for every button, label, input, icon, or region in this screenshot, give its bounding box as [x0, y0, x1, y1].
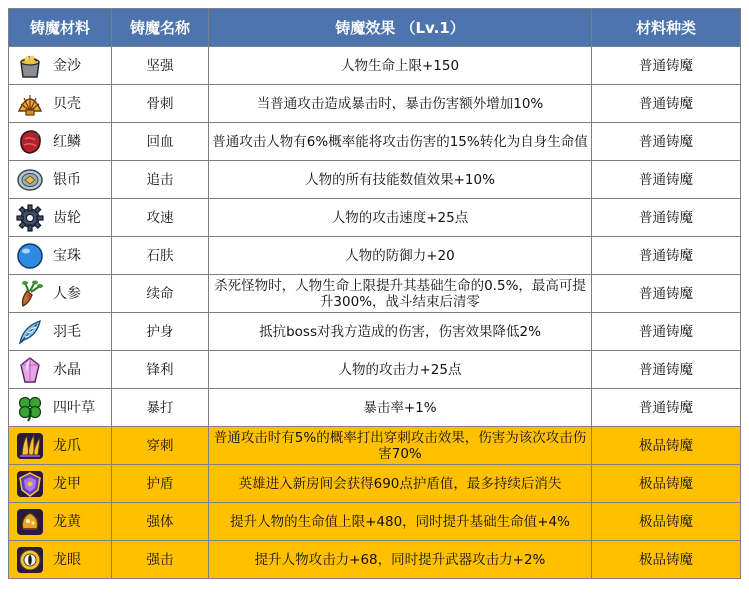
- table-row: [9, 503, 741, 541]
- material-kind: 极品铸魔: [592, 427, 741, 465]
- header-row: [9, 9, 741, 47]
- material-kind: 极品铸魔: [592, 465, 741, 503]
- material-kind: 普通铸魔: [592, 85, 741, 123]
- enchant-effect: 提升人物的生命值上限+480，同时提升基础生命值+4%: [209, 503, 592, 541]
- material-cell: [9, 237, 112, 275]
- material-name: 龙黄: [53, 513, 81, 530]
- enchant-table: [8, 8, 741, 579]
- gear-icon: [15, 203, 45, 233]
- material-cell: [9, 161, 112, 199]
- material-cell: [9, 313, 112, 351]
- gold-sand-bucket-icon: [15, 51, 45, 81]
- material-name: 四叶草: [53, 399, 95, 416]
- dragon-armor-icon: [15, 469, 45, 499]
- dragon-yolk-icon: [15, 507, 45, 537]
- material-name: 人参: [53, 285, 81, 302]
- enchant-effect: 人物的防御力+20: [209, 237, 592, 275]
- shell-icon: [15, 89, 45, 119]
- enchant-effect: 人物的所有技能数值效果+10%: [209, 161, 592, 199]
- material-name: 红鳞: [53, 133, 81, 150]
- table-row: [9, 237, 741, 275]
- enchant-name: 护盾: [112, 465, 209, 503]
- material-cell: [9, 351, 112, 389]
- table-row: [9, 389, 741, 427]
- material-kind: 普通铸魔: [592, 389, 741, 427]
- dragon-claw-icon: [15, 431, 45, 461]
- material-cell: [9, 85, 112, 123]
- table-row: [9, 47, 741, 85]
- table-row: [9, 275, 741, 313]
- material-name: 龙爪: [53, 437, 81, 454]
- enchant-name: 锋利: [112, 351, 209, 389]
- table-row: [9, 465, 741, 503]
- material-name: 金沙: [53, 57, 81, 74]
- material-cell: [9, 47, 112, 85]
- enchant-effect: 人物的攻击速度+25点: [209, 199, 592, 237]
- material-name: 银币: [53, 171, 81, 188]
- table-row: [9, 85, 741, 123]
- enchant-effect: 当普通攻击造成暴击时，暴击伤害额外增加10%: [209, 85, 592, 123]
- table-row: [9, 199, 741, 237]
- material-name: 齿轮: [53, 209, 81, 226]
- material-cell: [9, 427, 112, 465]
- material-kind: 普通铸魔: [592, 275, 741, 313]
- material-cell: [9, 541, 112, 579]
- table-row: [9, 351, 741, 389]
- material-kind: 普通铸魔: [592, 123, 741, 161]
- material-kind: 普通铸魔: [592, 313, 741, 351]
- material-name: 贝壳: [53, 95, 81, 112]
- enchant-name: 续命: [112, 275, 209, 313]
- material-kind: 普通铸魔: [592, 199, 741, 237]
- header-effect: 铸魔效果 （Lv.1）: [209, 9, 592, 47]
- material-cell: [9, 123, 112, 161]
- enchant-effect: 人物的攻击力+25点: [209, 351, 592, 389]
- silver-coin-icon: [15, 165, 45, 195]
- header-kind: 材料种类: [592, 9, 741, 47]
- table-row: [9, 161, 741, 199]
- enchant-name: 骨刺: [112, 85, 209, 123]
- enchant-effect: 人物生命上限+150: [209, 47, 592, 85]
- material-name: 龙甲: [53, 475, 81, 492]
- enchant-name: 攻速: [112, 199, 209, 237]
- material-kind: 普通铸魔: [592, 47, 741, 85]
- enchant-effect: 提升人物攻击力+68，同时提升武器攻击力+2%: [209, 541, 592, 579]
- material-name: 宝珠: [53, 247, 81, 264]
- enchant-name: 穿刺: [112, 427, 209, 465]
- enchant-effect: 抵抗boss对我方造成的伤害，伤害效果降低2%: [209, 313, 592, 351]
- material-cell: [9, 389, 112, 427]
- enchant-effect: 杀死怪物时，人物生命上限提升其基础生命的0.5%，最高可提升300%，战斗结束后清零: [209, 275, 592, 313]
- material-kind: 普通铸魔: [592, 237, 741, 275]
- enchant-name: 追击: [112, 161, 209, 199]
- enchant-effect: 普通攻击人物有6%概率能将攻击伤害的15%转化为自身生命值: [209, 123, 592, 161]
- red-scale-icon: [15, 127, 45, 157]
- material-name: 龙眼: [53, 551, 81, 568]
- material-kind: 普通铸魔: [592, 161, 741, 199]
- table-row: [9, 123, 741, 161]
- material-kind: 极品铸魔: [592, 503, 741, 541]
- four-leaf-clover-icon: [15, 393, 45, 423]
- enchant-name: 强击: [112, 541, 209, 579]
- enchant-name: 石肤: [112, 237, 209, 275]
- enchant-name: 暴打: [112, 389, 209, 427]
- enchant-name: 坚强: [112, 47, 209, 85]
- feather-icon: [15, 317, 45, 347]
- blue-orb-icon: [15, 241, 45, 271]
- material-name: 水晶: [53, 361, 81, 378]
- enchant-name: 护身: [112, 313, 209, 351]
- material-cell: [9, 199, 112, 237]
- enchant-effect: 普通攻击时有5%的概率打出穿刺攻击效果，伤害为该次攻击伤害70%: [209, 427, 592, 465]
- table-row: [9, 313, 741, 351]
- material-kind: 普通铸魔: [592, 351, 741, 389]
- ginseng-icon: [15, 279, 45, 309]
- enchant-effect: 暴击率+1%: [209, 389, 592, 427]
- material-kind: 极品铸魔: [592, 541, 741, 579]
- enchant-name: 强体: [112, 503, 209, 541]
- dragon-eye-icon: [15, 545, 45, 575]
- material-cell: [9, 465, 112, 503]
- header-name: 铸魔名称: [112, 9, 209, 47]
- material-cell: [9, 275, 112, 313]
- enchant-effect: 英雄进入新房间会获得690点护盾值，最多持续后消失: [209, 465, 592, 503]
- material-name: 羽毛: [53, 323, 81, 340]
- header-material: 铸魔材料: [9, 9, 112, 47]
- table-row: [9, 541, 741, 579]
- material-cell: [9, 503, 112, 541]
- enchant-name: 回血: [112, 123, 209, 161]
- crystal-icon: [15, 355, 45, 385]
- table-row: [9, 427, 741, 465]
